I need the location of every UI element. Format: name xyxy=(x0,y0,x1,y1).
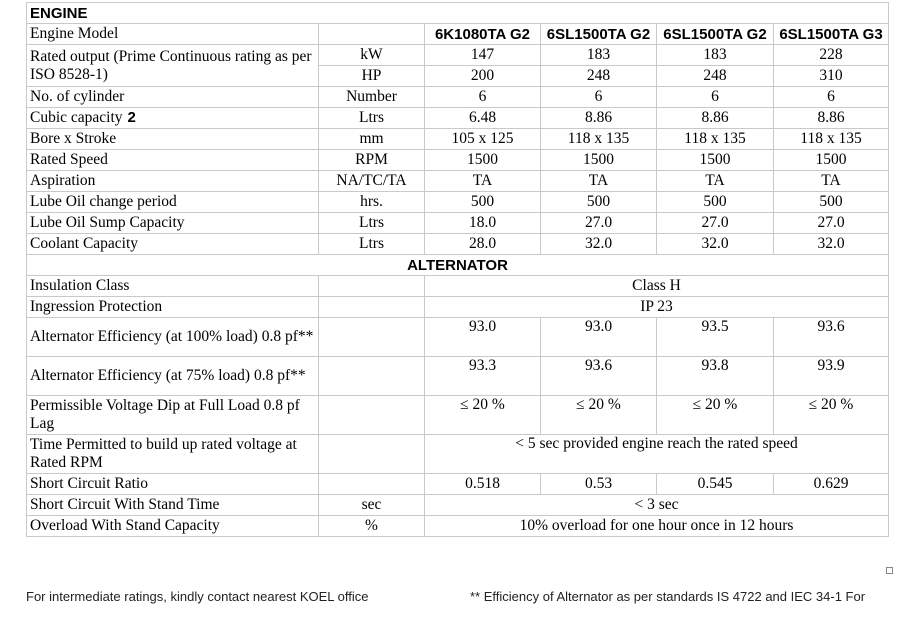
table-row xyxy=(27,108,889,129)
row-label xyxy=(27,192,319,213)
row-label xyxy=(27,108,319,129)
unit-cell xyxy=(319,276,425,297)
table-row xyxy=(27,213,889,234)
value-cell: 6 xyxy=(541,87,657,108)
value-cell: TA xyxy=(541,171,657,192)
row-label xyxy=(27,87,319,108)
value-cell: ≤ 20 % xyxy=(657,396,774,435)
value-cell: 1500 xyxy=(657,150,774,171)
alternator-section-row xyxy=(27,255,889,276)
merged-value-cell: < 3 sec xyxy=(425,495,889,516)
engine-model-label: Engine Model xyxy=(27,24,319,45)
engine-model-row xyxy=(27,24,889,45)
value-cell: 1500 xyxy=(774,150,889,171)
value-cell: 93.6 xyxy=(541,357,657,396)
value-cell: 6 xyxy=(774,87,889,108)
spec-sheet xyxy=(26,2,888,537)
unit-cell: kW xyxy=(319,45,425,66)
rated-output-label: Rated output (Prime Continuous rating as per ISO 8528-1) xyxy=(27,45,319,87)
row-label: Ingression Protection xyxy=(27,297,319,318)
row-label xyxy=(27,213,319,234)
value-cell: 500 xyxy=(541,192,657,213)
table-row xyxy=(27,516,889,537)
value-cell: 0.518 xyxy=(425,474,541,495)
engine-model-name: 6SL1500TA G2 xyxy=(657,24,774,45)
value-cell: 118 x 135 xyxy=(774,129,889,150)
unit-cell: RPM xyxy=(319,150,425,171)
table-row xyxy=(27,45,889,66)
row-label-text: Cubic capacity xyxy=(30,109,123,126)
value-cell: 32.0 xyxy=(657,234,774,255)
table-row xyxy=(27,396,889,435)
table-row xyxy=(27,129,889,150)
merged-value-cell: 10% overload for one hour once in 12 hours xyxy=(425,516,889,537)
engine-section-title: ENGINE xyxy=(27,3,889,24)
unit-cell xyxy=(319,435,425,474)
row-label: Alternator Efficiency (at 100% load) 0.8 pf** xyxy=(27,318,319,357)
value-cell: 183 xyxy=(657,45,774,66)
row-label-text: Bore x Stroke xyxy=(30,130,117,147)
row-label: Short Circuit With Stand Time xyxy=(27,495,319,516)
value-cell: 27.0 xyxy=(774,213,889,234)
value-cell: 1500 xyxy=(425,150,541,171)
row-label: Permissible Voltage Dip at Full Load 0.8 pf Lag xyxy=(27,396,319,435)
resize-handle[interactable] xyxy=(886,567,893,574)
table-row xyxy=(27,495,889,516)
table-row xyxy=(27,234,889,255)
merged-value-cell: < 5 sec provided engine reach the rated speed xyxy=(425,435,889,474)
value-cell: 8.86 xyxy=(774,108,889,129)
table-row xyxy=(27,171,889,192)
engine-model-name: 6K1080TA G2 xyxy=(425,24,541,45)
value-cell: 500 xyxy=(657,192,774,213)
value-cell: TA xyxy=(425,171,541,192)
value-cell: 105 x 125 xyxy=(425,129,541,150)
value-cell: 28.0 xyxy=(425,234,541,255)
unit-cell: Number xyxy=(319,87,425,108)
unit-cell xyxy=(319,357,425,396)
unit-cell: % xyxy=(319,516,425,537)
unit-cell xyxy=(319,318,425,357)
table-row xyxy=(27,87,889,108)
row-label-text: Lube Oil change period xyxy=(30,193,177,210)
value-cell: 93.8 xyxy=(657,357,774,396)
value-cell: 93.9 xyxy=(774,357,889,396)
row-label xyxy=(27,150,319,171)
value-cell: 32.0 xyxy=(774,234,889,255)
value-cell: 27.0 xyxy=(541,213,657,234)
row-label: Insulation Class xyxy=(27,276,319,297)
table-row xyxy=(27,192,889,213)
unit-cell: hrs. xyxy=(319,192,425,213)
table-row xyxy=(27,297,889,318)
table-row xyxy=(27,276,889,297)
value-cell: 200 xyxy=(425,66,541,87)
unit-cell xyxy=(319,24,425,45)
value-cell: TA xyxy=(657,171,774,192)
value-cell: TA xyxy=(774,171,889,192)
row-label-text: Rated Speed xyxy=(30,151,108,168)
unit-cell xyxy=(319,297,425,318)
row-label-suffix: 2 xyxy=(127,109,136,126)
unit-cell: sec xyxy=(319,495,425,516)
row-label: Short Circuit Ratio xyxy=(27,474,319,495)
value-cell: 118 x 135 xyxy=(657,129,774,150)
table-row xyxy=(27,474,889,495)
value-cell: 118 x 135 xyxy=(541,129,657,150)
row-label: Overload With Stand Capacity xyxy=(27,516,319,537)
unit-cell xyxy=(319,396,425,435)
merged-value-cell: IP 23 xyxy=(425,297,889,318)
unit-cell: Ltrs xyxy=(319,213,425,234)
value-cell: 8.86 xyxy=(541,108,657,129)
value-cell: 6.48 xyxy=(425,108,541,129)
value-cell: 0.629 xyxy=(774,474,889,495)
value-cell: 310 xyxy=(774,66,889,87)
footer-note-right: ** Efficiency of Alternator as per standards IS 4722 and IEC 34-1 For xyxy=(470,589,866,604)
table-row xyxy=(27,150,889,171)
row-label: Alternator Efficiency (at 75% load) 0.8 pf** xyxy=(27,357,319,396)
unit-cell: mm xyxy=(319,129,425,150)
value-cell: 147 xyxy=(425,45,541,66)
value-cell: 248 xyxy=(657,66,774,87)
row-label-text: Coolant Capacity xyxy=(30,235,139,252)
merged-value-cell: Class H xyxy=(425,276,889,297)
value-cell: 93.0 xyxy=(425,318,541,357)
row-label xyxy=(27,234,319,255)
footer-note-left: For intermediate ratings, kindly contact nearest KOEL office xyxy=(26,589,369,604)
table-row xyxy=(27,318,889,357)
value-cell: 0.545 xyxy=(657,474,774,495)
value-cell: 248 xyxy=(541,66,657,87)
unit-cell: NA/TC/TA xyxy=(319,171,425,192)
engine-model-name: 6SL1500TA G2 xyxy=(541,24,657,45)
row-label xyxy=(27,171,319,192)
value-cell: 27.0 xyxy=(657,213,774,234)
value-cell: ≤ 20 % xyxy=(774,396,889,435)
value-cell: 228 xyxy=(774,45,889,66)
value-cell: 1500 xyxy=(541,150,657,171)
row-label-text: Aspiration xyxy=(30,172,96,189)
value-cell: 93.5 xyxy=(657,318,774,357)
unit-cell: HP xyxy=(319,66,425,87)
unit-cell: Ltrs xyxy=(319,108,425,129)
table-row xyxy=(27,357,889,396)
value-cell: 183 xyxy=(541,45,657,66)
row-label-text: Lube Oil Sump Capacity xyxy=(30,214,185,231)
spec-table xyxy=(26,2,889,537)
row-label xyxy=(27,129,319,150)
value-cell: 0.53 xyxy=(541,474,657,495)
value-cell: 32.0 xyxy=(541,234,657,255)
value-cell: 93.3 xyxy=(425,357,541,396)
value-cell: 8.86 xyxy=(657,108,774,129)
unit-cell xyxy=(319,474,425,495)
engine-section-row xyxy=(27,3,889,24)
row-label: Time Permitted to build up rated voltage at Rated RPM xyxy=(27,435,319,474)
value-cell: 500 xyxy=(425,192,541,213)
value-cell: ≤ 20 % xyxy=(541,396,657,435)
value-cell: 18.0 xyxy=(425,213,541,234)
unit-cell: Ltrs xyxy=(319,234,425,255)
value-cell: 500 xyxy=(774,192,889,213)
row-label-text: No. of cylinder xyxy=(30,88,125,105)
table-row xyxy=(27,435,889,474)
value-cell: 6 xyxy=(425,87,541,108)
value-cell: 6 xyxy=(657,87,774,108)
value-cell: 93.6 xyxy=(774,318,889,357)
engine-model-name: 6SL1500TA G3 xyxy=(774,24,889,45)
alternator-section-title: ALTERNATOR xyxy=(27,255,889,276)
value-cell: ≤ 20 % xyxy=(425,396,541,435)
value-cell: 93.0 xyxy=(541,318,657,357)
